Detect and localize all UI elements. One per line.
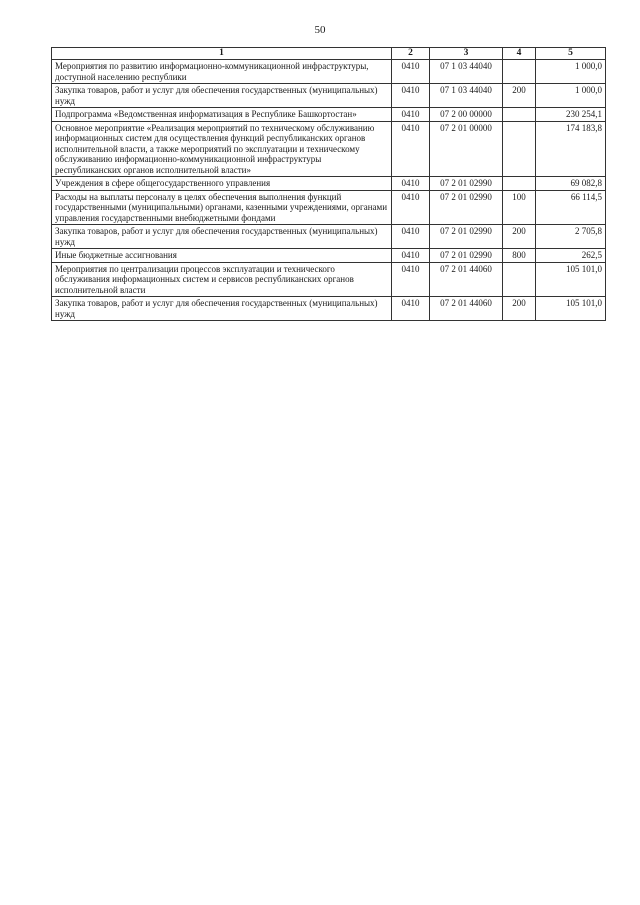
row-type [503, 60, 536, 84]
row-name: Мероприятия по развитию информационно-коммуникационной инфраструктуры, доступной населению республики [52, 60, 392, 84]
row-amount: 69 082,8 [536, 177, 606, 191]
header-col-section: 2 [392, 48, 430, 60]
table-row [52, 84, 606, 108]
header-col-type: 4 [503, 48, 536, 60]
row-code: 07 2 00 00000 [430, 108, 503, 122]
row-code: 07 2 01 02990 [430, 225, 503, 249]
row-code: 07 2 01 02990 [430, 177, 503, 191]
table-row [52, 177, 606, 191]
row-code: 07 1 03 44040 [430, 60, 503, 84]
row-amount: 1 000,0 [536, 84, 606, 108]
row-section: 0410 [392, 84, 430, 108]
row-type: 200 [503, 225, 536, 249]
row-amount: 105 101,0 [536, 262, 606, 297]
table-row [52, 190, 606, 225]
table-header [52, 48, 606, 60]
row-name: Закупка товаров, работ и услуг для обеспечения государственных (муниципальных) нужд [52, 84, 392, 108]
row-name: Закупка товаров, работ и услуг для обеспечения государственных (муниципальных) нужд [52, 225, 392, 249]
row-amount: 66 114,5 [536, 190, 606, 225]
row-code: 07 2 01 02990 [430, 249, 503, 263]
row-amount: 105 101,0 [536, 297, 606, 321]
row-section: 0410 [392, 60, 430, 84]
header-col-code: 3 [430, 48, 503, 60]
row-name: Расходы на выплаты персоналу в целях обеспечения выполнения функций государственными (муниципальными) органами, казенными учреждениями, органами управления государственными внебюджетными фондами [52, 190, 392, 225]
row-type: 800 [503, 249, 536, 263]
row-name: Иные бюджетные ассигнования [52, 249, 392, 263]
row-type: 200 [503, 84, 536, 108]
table-body [52, 60, 606, 321]
table-row [52, 108, 606, 122]
row-code: 07 2 01 44060 [430, 297, 503, 321]
row-section: 0410 [392, 190, 430, 225]
row-section: 0410 [392, 121, 430, 177]
row-section: 0410 [392, 177, 430, 191]
row-type [503, 177, 536, 191]
row-code: 07 1 03 44040 [430, 84, 503, 108]
table-row [52, 262, 606, 297]
header-row [52, 48, 606, 60]
row-code: 07 2 01 02990 [430, 190, 503, 225]
row-type [503, 108, 536, 122]
page-number: 50 [314, 24, 326, 36]
row-type [503, 262, 536, 297]
row-amount: 1 000,0 [536, 60, 606, 84]
row-section: 0410 [392, 297, 430, 321]
row-section: 0410 [392, 249, 430, 263]
budget-table [51, 47, 606, 321]
row-name: Закупка товаров, работ и услуг для обеспечения государственных (муниципальных) нужд [52, 297, 392, 321]
table-row [52, 297, 606, 321]
row-type: 100 [503, 190, 536, 225]
table-row [52, 60, 606, 84]
row-name: Основное мероприятие «Реализация мероприятий по техническому обслуживанию информационных систем для осуществления функций республиканских органов исполнительной власти, а также мероприятий по эксплуатации и техническому обслуживанию информационно-коммуникационной инфраструктуры республиканских органов исполнительной власти» [52, 121, 392, 177]
table-row [52, 249, 606, 263]
row-section: 0410 [392, 108, 430, 122]
row-name: Мероприятия по централизации процессов эксплуатации и технического обслуживания информационных систем и сервисов республиканских органов исполнительной власти [52, 262, 392, 297]
row-section: 0410 [392, 225, 430, 249]
row-name: Подпрограмма «Ведомственная информатизация в Республике Башкортостан» [52, 108, 392, 122]
row-amount: 2 705,8 [536, 225, 606, 249]
row-section: 0410 [392, 262, 430, 297]
row-type: 200 [503, 297, 536, 321]
table-row [52, 121, 606, 177]
header-col-name: 1 [52, 48, 392, 60]
row-amount: 174 183,8 [536, 121, 606, 177]
row-type [503, 121, 536, 177]
row-code: 07 2 01 44060 [430, 262, 503, 297]
table-row [52, 225, 606, 249]
row-amount: 230 254,1 [536, 108, 606, 122]
header-col-amount: 5 [536, 48, 606, 60]
row-name: Учреждения в сфере общегосударственного управления [52, 177, 392, 191]
row-amount: 262,5 [536, 249, 606, 263]
row-code: 07 2 01 00000 [430, 121, 503, 177]
